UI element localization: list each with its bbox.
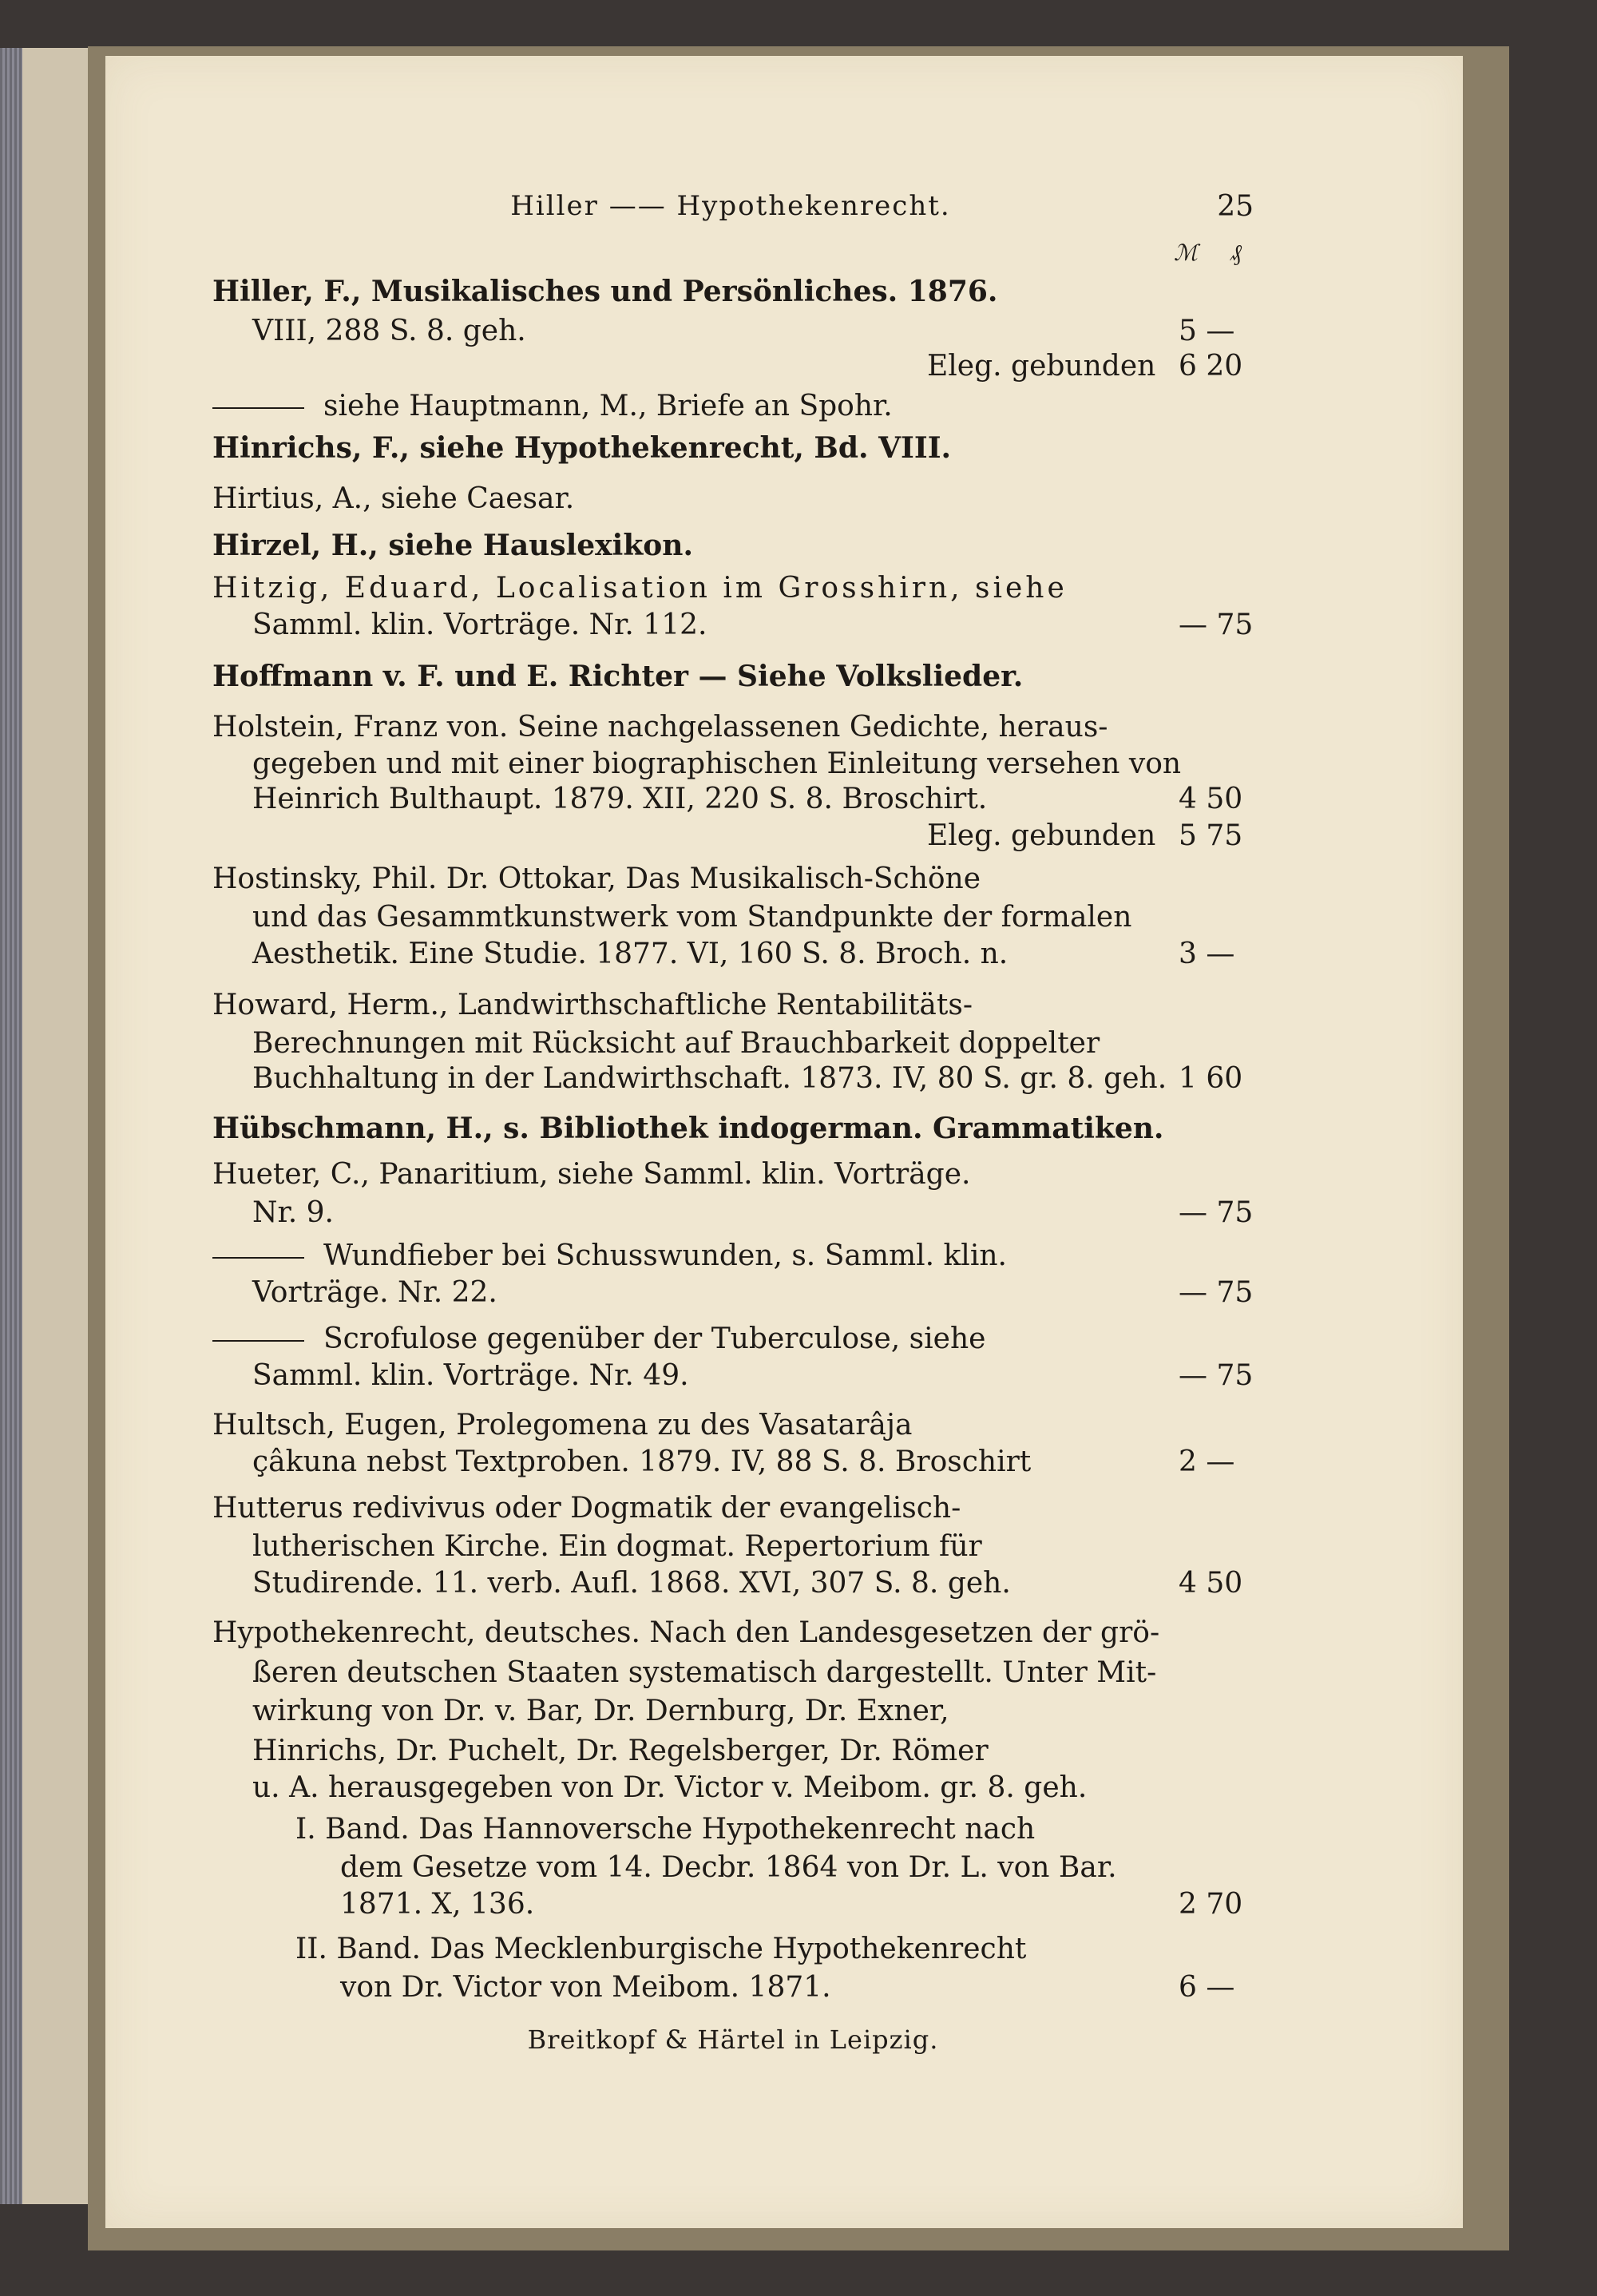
catalog-line: Heinrich Bulthaupt. 1879. XII, 220 S. 8. Broschirt. 4 50 bbox=[252, 783, 1243, 815]
header-title: Hiller —— Hypothekenrecht. bbox=[510, 190, 951, 222]
book-spine bbox=[0, 48, 22, 2204]
catalog-line: Scrofulose gegenüber der Tuberculose, siehe bbox=[212, 1319, 1254, 1359]
catalog-line: Hinrichs, Dr. Puchelt, Dr. Regelsberger, Dr. Römer bbox=[252, 1735, 989, 1767]
catalog-line: Eleg. gebunden 6 20 bbox=[927, 350, 1243, 383]
catalog-line: Holstein, Franz von. Seine nachgelassenen Gedichte, heraus- bbox=[212, 711, 1108, 744]
publisher-footer: Breitkopf & Härtel in Leipzig. bbox=[527, 2024, 939, 2055]
catalog-line: Howard, Herm., Landwirthschaftliche Rentabilitäts- bbox=[212, 989, 973, 1021]
catalog-line: 1871. X, 136. 2 70 bbox=[340, 1888, 1243, 1921]
catalog-line: Hiller, F., Musikalisches und Persönliches. 1876. bbox=[212, 275, 998, 308]
catalog-line: dem Gesetze vom 14. Decbr. 1864 von Dr. L. von Bar. bbox=[340, 1851, 1117, 1884]
catalog-line: Hübschmann, H., s. Bibliothek indogerman. Grammatiken. bbox=[212, 1112, 1164, 1145]
catalog-line: Hirzel, H., siehe Hauslexikon. bbox=[212, 529, 693, 562]
catalog-line: Buchhaltung in der Landwirthschaft. 1873. IV, 80 S. gr. 8. geh. 1 60 bbox=[252, 1062, 1243, 1095]
catalog-line: Hultsch, Eugen, Prolegomena zu des Vasatarâja bbox=[212, 1409, 913, 1441]
catalog-line: Hostinsky, Phil. Dr. Ottokar, Das Musikalisch-Schöne bbox=[212, 862, 981, 895]
catalog-line: VIII, 288 S. 8. geh. 5 — bbox=[252, 315, 1235, 347]
catalog-line: I. Band. Das Hannoversche Hypothekenrecht nach bbox=[295, 1813, 1036, 1846]
catalog-line: von Dr. Victor von Meibom. 1871. 6 — bbox=[340, 1971, 1235, 2004]
catalog-line: Berechnungen mit Rücksicht auf Brauchbarkeit doppelter bbox=[252, 1027, 1100, 1060]
ditto-dash bbox=[212, 1340, 304, 1342]
catalog-line: und das Gesammtkunstwerk vom Standpunkte der formalen bbox=[252, 901, 1132, 934]
catalog-line: II. Band. Das Mecklenburgische Hypothekenrecht bbox=[295, 1933, 1027, 1965]
catalog-line: Wundfieber bei Schusswunden, s. Samml. klin. bbox=[212, 1236, 1254, 1276]
catalog-line: Hirtius, A., siehe Caesar. bbox=[212, 482, 575, 515]
catalog-line: Hoffmann v. F. und E. Richter — Siehe Volkslieder. bbox=[212, 660, 1024, 693]
running-header bbox=[208, 190, 1254, 238]
catalog-line: ßeren deutschen Staaten systematisch dargestellt. Unter Mit- bbox=[252, 1656, 1157, 1689]
catalog-line: gegeben und mit einer biographischen Einleitung versehen von bbox=[252, 747, 1182, 780]
catalog-line: Nr. 9. — 75 bbox=[252, 1196, 1254, 1229]
catalog-line: siehe Hauptmann, M., Briefe an Spohr. bbox=[212, 387, 1254, 426]
page-number: 25 bbox=[1217, 190, 1254, 223]
catalog-line: Hueter, C., Panaritium, siehe Samml. klin. Vorträge. bbox=[212, 1158, 971, 1191]
ditto-dash bbox=[212, 407, 304, 409]
catalog-line: Eleg. gebunden 5 75 bbox=[927, 819, 1243, 852]
catalog-line: Hypothekenrecht, deutsches. Nach den Landesgesetzen der grö- bbox=[212, 1616, 1160, 1649]
catalog-line: Vorträge. Nr. 22. — 75 bbox=[252, 1276, 1254, 1309]
catalog-line: Samml. klin. Vorträge. Nr. 112. — 75 bbox=[252, 609, 1254, 641]
catalog-line: Hutterus redivivus oder Dogmatik der evangelisch- bbox=[212, 1492, 961, 1525]
catalog-line: wirkung von Dr. v. Bar, Dr. Dernburg, Dr. Exner, bbox=[252, 1695, 949, 1727]
catalog-line: Hinrichs, F., siehe Hypothekenrecht, Bd. VIII. bbox=[212, 431, 952, 465]
catalog-line: Aesthetik. Eine Studie. 1877. VI, 160 S. 8. Broch. n. 3 — bbox=[252, 938, 1235, 970]
catalog-line: Hitzig, Eduard, Localisation im Grosshirn, siehe bbox=[212, 572, 1068, 605]
catalog-line: çâkuna nebst Textproben. 1879. IV, 88 S. 8. Broschirt 2 — bbox=[252, 1445, 1235, 1478]
price-units: ℳ ₰ bbox=[1174, 240, 1254, 266]
catalog-line: Samml. klin. Vorträge. Nr. 49. — 75 bbox=[252, 1359, 1254, 1392]
catalog-line: Studirende. 11. verb. Aufl. 1868. XVI, 307 S. 8. geh. 4 50 bbox=[252, 1567, 1243, 1600]
ditto-dash bbox=[212, 1257, 304, 1259]
catalog-line: lutherischen Kirche. Ein dogmat. Repertorium für bbox=[252, 1530, 982, 1563]
catalog-line: u. A. herausgegeben von Dr. Victor v. Meibom. gr. 8. geh. bbox=[252, 1771, 1088, 1804]
